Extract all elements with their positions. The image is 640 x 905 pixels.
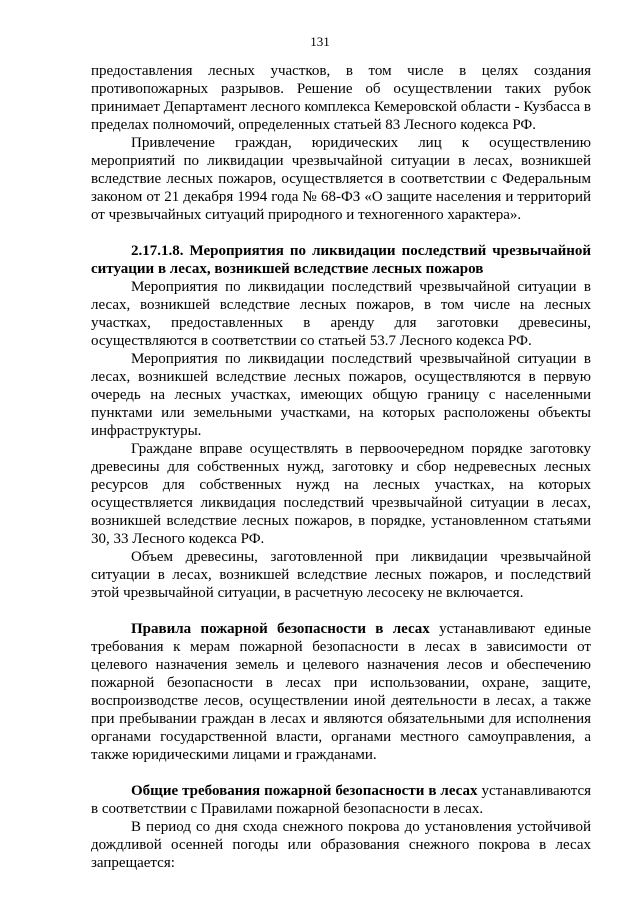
paragraph-wood-volume: Объем древесины, заготовленной при ликвидации чрезвычайной ситуации в лесах, возникшей вследствие лесных пожаров, и последствий этой чрезвычайной ситуации, в расчетную лесосеку не включается. <box>91 549 591 601</box>
fire-safety-rules-term: Правила пожарной безопасности в лесах <box>131 621 430 637</box>
document-body <box>91 62 591 872</box>
paragraph-priority-areas: Мероприятия по ликвидации последствий чрезвычайной ситуации в лесах, возникшей вследствие лесных пожаров, осуществляются в первую очередь на лесных участках, имеющих общую границу с населенными пунктами или земельными участками, на которых расположены объекты инфраструктуры. <box>91 351 591 439</box>
paragraph-citizens-rights: Граждане вправе осуществлять в первоочередном порядке заготовку древесины для собственных нужд, заготовку и сбор недревесных лесных ресурсов для собственных нужд на лесных участках, на которых осуществляется ликвидация последствий чрезвычайной ситуации в лесах, возникшей вследствие лесных пожаров, в порядке, установленном статьями 30, 33 Лесного кодекса РФ. <box>91 441 591 547</box>
section-gap <box>91 224 591 242</box>
paragraph-citizens-involvement: Привлечение граждан, юридических лиц к осуществлению мероприятий по ликвидации чрезвычайной ситуации в лесах, возникшей вследствие лесных пожаров, осуществляется в соответствии с Федеральным законом от 21 декабря 1994 года № 68-ФЗ «О защите населения и территорий от чрезвычайных ситуаций природного и техногенного характера». <box>91 135 591 223</box>
fire-safety-rules-text: устанавливают единые требования к мерам пожарной безопасности в лесах в зависимости от целевого назначения земель и целевого назначения лесов и обеспечению пожарной безопасности в лесах при использовании, охране, защите, воспроизводстве лесов, осуществлении иной деятельности в лесах, а также при пребывании граждан в лесах и являются обязательными для исполнения органами государственной власти, органами местного самоуправления, а также юридическими лицами и гражданами. <box>91 621 591 763</box>
paragraph-fire-breaks: предоставления лесных участков, в том числе в целях создания противопожарных разрывов. Решение об осуществлении таких рубок принимает Департамент лесного комплекса Кемеровской области - Кузбасса в пределах полномочий, определенных статьей 83 Лесного кодекса РФ. <box>91 63 591 133</box>
paragraph-general-requirements <box>91 782 591 818</box>
section-gap <box>91 764 591 782</box>
paragraph-fire-safety-rules <box>91 620 591 764</box>
general-requirements-term: Общие требования пожарной безопасности в лесах <box>131 783 478 799</box>
section-heading: 2.17.1.8. Мероприятия по ликвидации последствий чрезвычайной ситуации в лесах, возникшей вследствие лесных пожаров <box>91 243 591 277</box>
paragraph-prohibitions-intro: В период со дня схода снежного покрова до установления устойчивой дождливой осенней погоды или образования снежного покрова в лесах запрещается: <box>91 819 591 871</box>
section-gap <box>91 602 591 620</box>
paragraph-liquidation-measures: Мероприятия по ликвидации последствий чрезвычайной ситуации в лесах, возникшей вследствие лесных пожаров, в том числе на лесных участках, предоставленных в аренду для заготовки древесины, осуществляются в соответствии со статьей 53.7 Лесного кодекса РФ. <box>91 279 591 349</box>
general-requirements-text: устанавливаются в соответствии с Правилами пожарной безопасности в лесах. <box>91 783 591 817</box>
page-number: 131 <box>310 34 330 49</box>
